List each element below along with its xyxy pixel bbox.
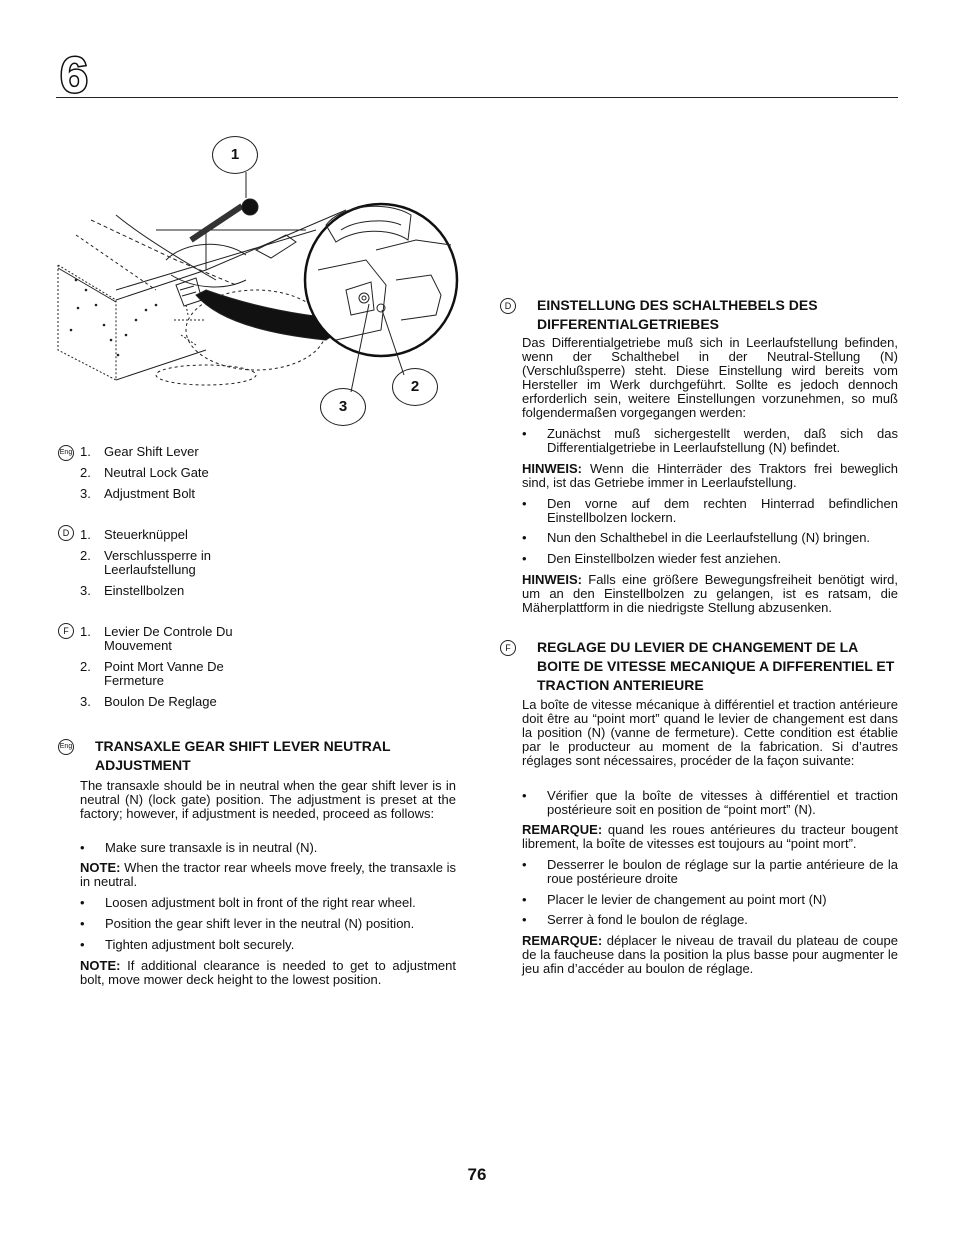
lang-badge-d: D [58,525,74,541]
legend-item: 2. Point Mort Vanne De Fermeture [80,659,224,688]
legend-item: 2. Neutral Lock Gate [80,465,209,480]
section-title: EINSTELLUNG DES SCHALTHEBELS DES DIFFERENTIALGETRIEBES [537,297,818,332]
header-rule [56,97,898,98]
legend-item: 3. Adjustment Bolt [80,486,196,501]
lang-badge-f: F [500,640,516,656]
intro-paragraph: Das Differentialgetriebe muß sich in Leerlaufstellung befinden, wenn der Schalthebel in der Neutral-Stellung (N) (Verschlußsperre) steht. Diese Einstellung wird bereits vom Hersteller im Werk durchgeführt. Sollte es jedoch dennoch erforderlich sein, weitere Einstellungen vorzunehmen, so muß folgendermaßen vorgegangen werden: [522,335,898,420]
lang-badge-d: D [500,298,516,314]
legend-item: 1. Levier De Controle Du Mouvement [80,624,233,653]
lang-badge-f: F [58,623,74,639]
callout-3: 3 [320,388,366,426]
note-paragraph: REMARQUE: quand les roues antérieures du tracteur bougent librement, la boîte de vitesses est toujours au “point mort”. [522,822,898,851]
gear-shift-illustration [56,130,466,430]
callout-2: 2 [392,368,438,406]
note-paragraph: HINWEIS: Falls eine größere Bewegungsfreiheit benötigt wird, um an den Einstellbolzen zu gelangen, ist es ratsam, die Mäherplattform in die niedrigste Stellung abzusenken. [522,572,898,615]
note-paragraph: HINWEIS: Wenn die Hinterräder des Traktors frei beweglich sind, ist das Getriebe immer in Leerlaufstellung. [522,461,898,490]
legend-item: 1. Steuerknüppel [80,527,188,542]
legend-item: 1. Gear Shift Lever [80,444,199,459]
intro-paragraph: La boîte de vitesse mécanique à différentiel et traction antérieure doit être au “point mort” quand le levier de changement est dans la position (N) (vanne de fermeture). Cette condition est établie par le producteur au moment de la fabrication. Si d’autres réglages sont nécessaires, procéder de la façon suivante: [522,697,898,768]
lang-badge-eng: Eng [58,739,74,755]
legend-item: 3. Boulon De Reglage [80,694,217,709]
legend-item: 2. Verschlussperre in Leerlaufstellung [80,548,211,577]
chapter-number [56,52,92,96]
legend-item: 3. Einstellbolzen [80,583,185,598]
callout-1: 1 [212,136,258,174]
note-paragraph: REMARQUE: déplacer le niveau de travail du plateau de coupe de la faucheuse dans la position la plus basse pour augmenter le jeu afin d’accéder au boulon de réglage. [522,933,898,976]
page-number: 76 [467,1165,487,1184]
section-title: TRANSAXLE GEAR SHIFT LEVER NEUTRAL ADJUSTMENT [95,738,391,773]
note-paragraph: NOTE: When the tractor rear wheels move freely, the transaxle is in neutral. [80,860,456,889]
note-paragraph: NOTE: If additional clearance is needed to get to adjustment bolt, move mower deck height to the lowest position. [80,958,456,987]
chapter-number-text: 6 [60,52,88,96]
section-title: REGLAGE DU LEVIER DE CHANGEMENT DE LA BOITE DE VITESSE MECANIQUE A DIFFERENTIEL ET TRACTION ANTERIEURE [537,639,895,693]
intro-paragraph: The transaxle should be in neutral when the gear shift lever is in neutral (N) (lock gate) position. The adjustment is preset at the factory; however, if adjustment is needed, proceed as follows: [80,778,456,821]
lang-badge-eng: Eng [58,445,74,461]
